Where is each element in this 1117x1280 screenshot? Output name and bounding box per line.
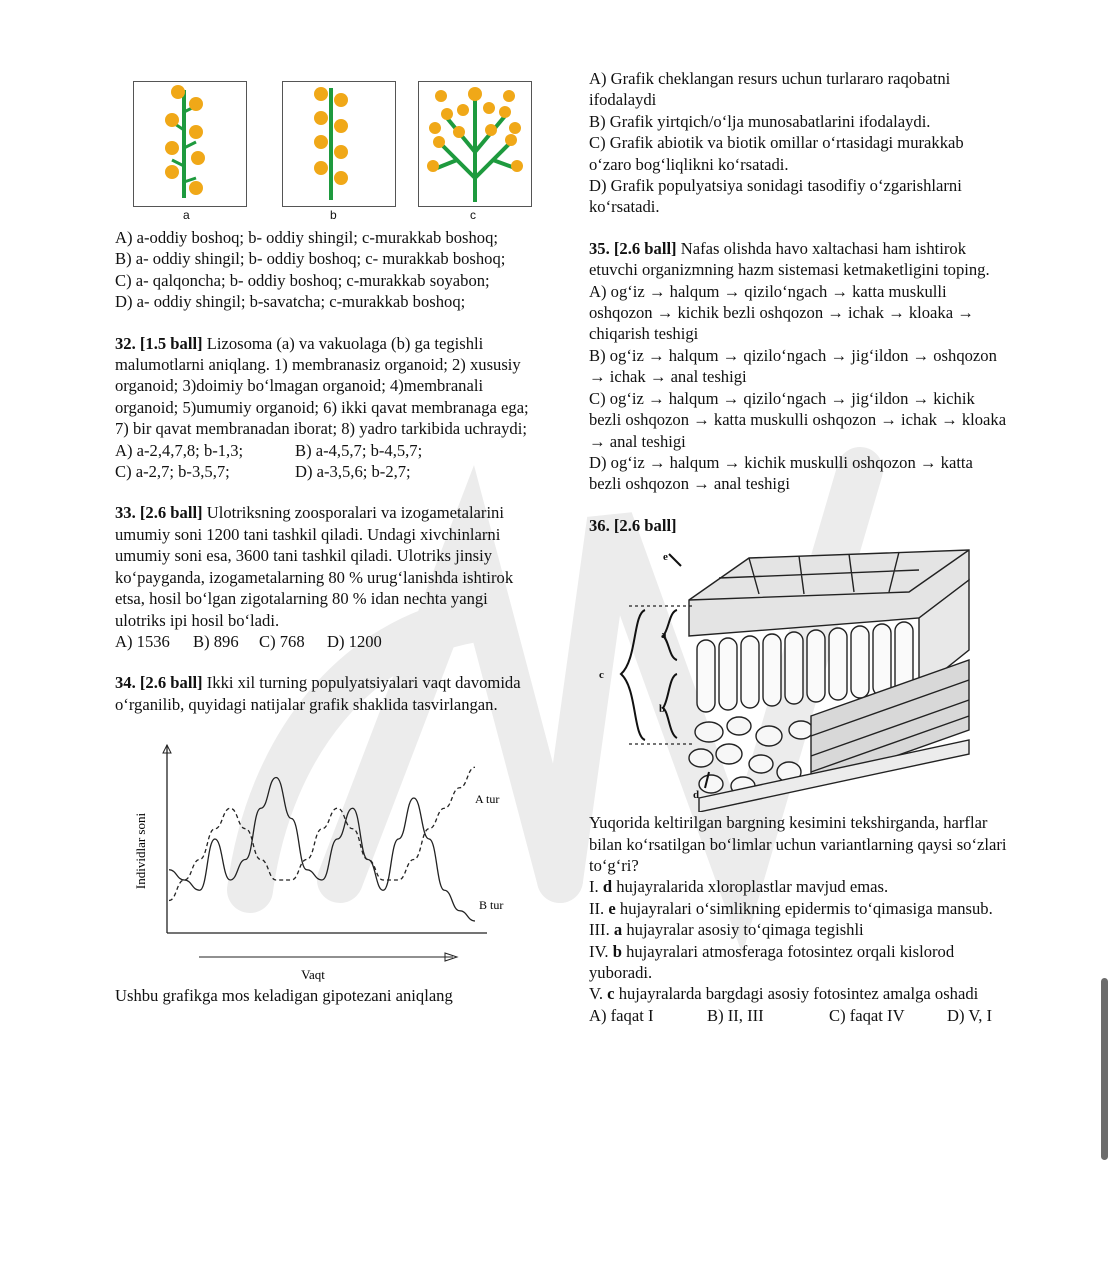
q36-option-a: A) faqat I xyxy=(589,1005,654,1025)
q32-option-c: C) a-2,7; b-3,5,7; xyxy=(115,462,230,482)
q33-heading: 33. [2.6 ball] xyxy=(115,503,203,523)
q33-option-c: C) 768 xyxy=(259,631,305,651)
figure-label-a: a xyxy=(183,208,190,222)
left-column xyxy=(115,75,535,1007)
chart-legend-a-tur: A tur xyxy=(475,792,500,807)
q34-option-d: D) Grafik populyatsiya sonidagi tasodifiy o‘zgarishlarni ko‘rsatadi. xyxy=(589,176,962,217)
q34-option-c: C) Grafik abiotik va biotik omillar o‘rtasidagi murakkab o‘zaro bog‘liqlikni ko‘rsatadi. xyxy=(589,133,964,174)
q31-option-b: B) a- oddiy shingil; b- oddiy boshoq; c- murakkab boshoq; xyxy=(115,249,506,269)
q33-option-a: A) 1536 xyxy=(115,631,170,651)
q32-option-d: D) a-3,5,6; b-2,7; xyxy=(295,462,411,482)
q36-option-c: C) faqat IV xyxy=(829,1005,905,1025)
question-33 xyxy=(115,502,535,652)
q32-option-a: A) a-2,4,7,8; b-1,3; xyxy=(115,440,244,460)
question-36-body xyxy=(589,812,1009,1026)
leaf-label-b: b xyxy=(659,703,666,716)
q32-option-b: B) a-4,5,7; b-4,5,7; xyxy=(295,440,423,460)
vertical-scrollbar[interactable] xyxy=(1101,978,1108,1160)
q36-statement-4: IV. b hujayralari atmosferaga fotosintez orqali kislorod yuboradi. xyxy=(589,941,955,982)
q35-option-c: C) og‘iz → halqum → qizilo‘ngach → jig‘ildon → kichik bezli oshqozon → katta muskulli oshqozon → ichak → kloaka → anal teshigi xyxy=(589,388,1007,451)
q36-heading: 36. [2.6 ball] xyxy=(589,515,677,535)
q36-statement-1: I. d hujayralarida xloroplastlar mavjud emas. xyxy=(589,877,889,897)
q36-option-d: D) V, I xyxy=(947,1005,993,1025)
inflorescence-figure xyxy=(115,75,535,227)
chart-legend-b-tur: B tur xyxy=(479,898,504,913)
q31-option-c: C) a- qalqoncha; b- oddiy boshoq; c-murakkab soyabon; xyxy=(115,270,490,290)
leaf-cross-section-figure xyxy=(589,540,989,812)
q36-intro: Yuqorida keltirilgan bargning kesimini tekshirganda, harflar bilan ko‘rsatilgan bo‘limlar uchun variantlarning qaysi so‘zlari to‘g‘ri? xyxy=(589,813,1007,875)
population-chart-svg xyxy=(115,733,535,985)
leaf-cross-section-image xyxy=(589,540,989,812)
q34-option-a: A) Grafik cheklangan resurs uchun turlararo raqobatni ifodalaydi xyxy=(589,69,951,110)
chart-x-axis-label: Vaqt xyxy=(301,967,325,983)
q31-option-d: D) a- oddiy shingil; b-savatcha; c-murakkab boshoq; xyxy=(115,292,466,312)
right-column xyxy=(589,68,1009,1026)
q34-text: Ikki xil turning populyatsiyalari vaqt davomida o‘rganilib, quyidagi natijalar grafik shaklida tasvirlangan. xyxy=(115,673,521,714)
q36-statement-2: II. e hujayralari o‘simlikning epidermis to‘qimasiga mansub. xyxy=(589,898,993,918)
leaf-label-e: e xyxy=(663,551,668,564)
plant-b-image xyxy=(282,81,396,207)
q35-option-d: D) og‘iz → halqum → kichik muskulli oshqozon → katta bezli oshqozon → anal teshigi xyxy=(589,452,973,494)
q34-options xyxy=(589,68,1009,218)
q35-text: Nafas olishda havo xaltachasi ham ishtirok etuvchi organizmning hazm sistemasi ketmaketligini toping. xyxy=(589,238,990,280)
q33-option-b: B) 896 xyxy=(193,631,239,651)
q36-statement-5: V. c hujayralarda bargdagi asosiy fotosintez amalga oshadi xyxy=(589,984,979,1004)
figure-label-b: b xyxy=(330,208,337,222)
q33-text: Ulotriksning zoosporalari va izogametalarini umumiy soni 1200 tani tashkil qiladi. Undagi xivchinlarni umumiy soni esa, 3600 tani tashkil qiladi. Ulotriks jinsiy ko‘payganda, izogametalarning 80 % urug‘lanishda ishtirok etsa, hosil bo‘lgan zigotalarning 80 % idan nechta yangi ulotriks ipi hosil bo‘ladi. xyxy=(115,503,514,630)
leaf-label-d: d xyxy=(693,789,700,802)
figure-label-c: c xyxy=(470,208,476,222)
q36-statement-3: III. a hujayralar asosiy to‘qimaga tegishli xyxy=(589,920,864,940)
plant-c-image xyxy=(418,81,532,207)
chart-series-b-tur-line xyxy=(169,778,475,922)
q35-option-a: A) og‘iz → halqum → qizilo‘ngach → katta muskulli oshqozon → kichik bezli oshqozon → ichak → kloaka → chiqarish teshigi xyxy=(589,281,974,344)
question-35 xyxy=(589,238,1009,495)
leaf-label-a: a xyxy=(661,629,667,642)
chart-y-axis-label: Individlar soni xyxy=(133,813,148,890)
question-34 xyxy=(115,672,535,715)
population-chart xyxy=(115,733,535,985)
q32-text: Lizosoma (a) va vakuolaga (b) ga tegishli malumotlarni aniqlang. 1) membranasiz organoid; 2) xususiy organoid; 3)doimiy bo‘lmagan organoid; 4)membranali organoid; 5)umumiy organoid; 6) ikki qavat membranaga ega; 7) bir qavat membranadan iborat; 8) yadro tarkibida uchraydi; xyxy=(115,333,529,439)
q31-options xyxy=(115,227,535,313)
q35-option-b: B) og‘iz → halqum → qizilo‘ngach → jig‘ildon → oshqozon → ichak → anal teshigi xyxy=(589,345,997,387)
question-32 xyxy=(115,333,535,483)
q32-heading: 32. [1.5 ball] xyxy=(115,333,203,353)
q34-question: Ushbu grafikga mos keladigan gipotezani aniqlang xyxy=(115,986,453,1006)
q34-option-b: B) Grafik yirtqich/o‘lja munosabatlarini ifodalaydi. xyxy=(589,111,931,131)
q33-option-d: D) 1200 xyxy=(327,631,382,651)
leaf-label-c: c xyxy=(599,669,604,682)
plant-a-image xyxy=(133,81,247,207)
q31-option-a: A) a-oddiy boshoq; b- oddiy shingil; c-murakkab boshoq; xyxy=(115,228,498,247)
q34-heading: 34. [2.6 ball] xyxy=(115,673,203,693)
q35-heading: 35. [2.6 ball] xyxy=(589,238,677,258)
q36-option-b: B) II, III xyxy=(707,1005,764,1025)
